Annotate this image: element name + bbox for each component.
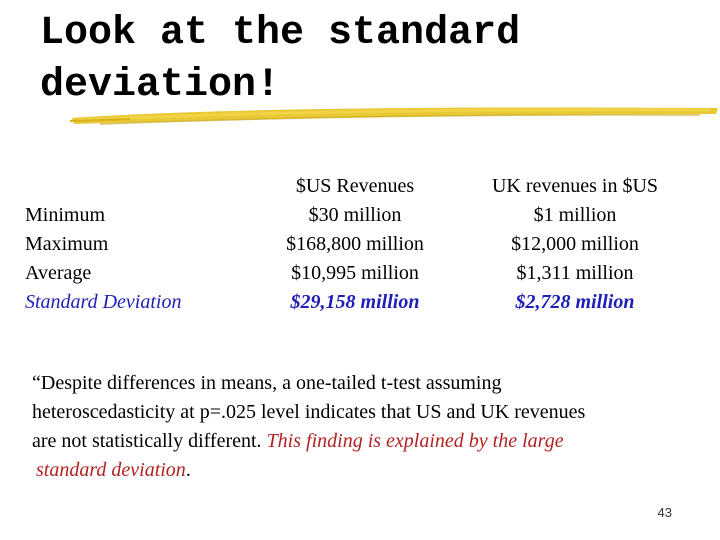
quote-emphasis-start: This finding is explained by the large <box>266 430 564 452</box>
uk-average-value: $1,311 million <box>516 262 634 284</box>
quote-line-3 <box>32 427 712 456</box>
us-revenues-column <box>255 172 455 317</box>
us-std-dev-value: $29,158 million <box>290 291 420 313</box>
row-label-average: Average <box>25 262 92 284</box>
quote-line-2: heteroscedasticity at p=.025 level indicates that US and UK revenues <box>32 401 586 423</box>
page-number: 43 <box>657 505 672 520</box>
us-revenues-header: $US Revenues <box>295 175 415 197</box>
quote-emphasis-end: standard deviation <box>36 459 186 481</box>
uk-minimum-value: $1 million <box>533 204 617 226</box>
slide-title-line-2: deviation! <box>40 63 281 108</box>
quote-line-3-text: are not statistically different. <box>32 430 267 452</box>
slide-title-line-1: Look at the standard <box>40 11 521 56</box>
us-minimum-value: $30 million <box>308 204 402 226</box>
title-underline-brushstroke <box>70 100 720 130</box>
us-average-value: $10,995 million <box>291 262 419 284</box>
us-maximum-value: $168,800 million <box>286 233 424 255</box>
uk-revenues-header: UK revenues in $US <box>491 175 659 197</box>
uk-maximum-value: $12,000 million <box>511 233 639 255</box>
row-label-minimum: Minimum <box>25 204 106 226</box>
row-labels-column <box>25 201 181 317</box>
row-label-standard-deviation: Standard Deviation <box>25 291 182 313</box>
quote-final-period: . <box>185 459 191 481</box>
quote-line-1: “Despite differences in means, a one-tailed t-test assuming <box>32 372 502 394</box>
row-label-maximum: Maximum <box>25 233 109 255</box>
quoted-finding <box>32 369 712 485</box>
uk-std-dev-value: $2,728 million <box>515 291 635 313</box>
uk-revenues-column <box>455 172 695 317</box>
slide-title <box>40 8 520 112</box>
quote-line-4 <box>32 456 712 485</box>
